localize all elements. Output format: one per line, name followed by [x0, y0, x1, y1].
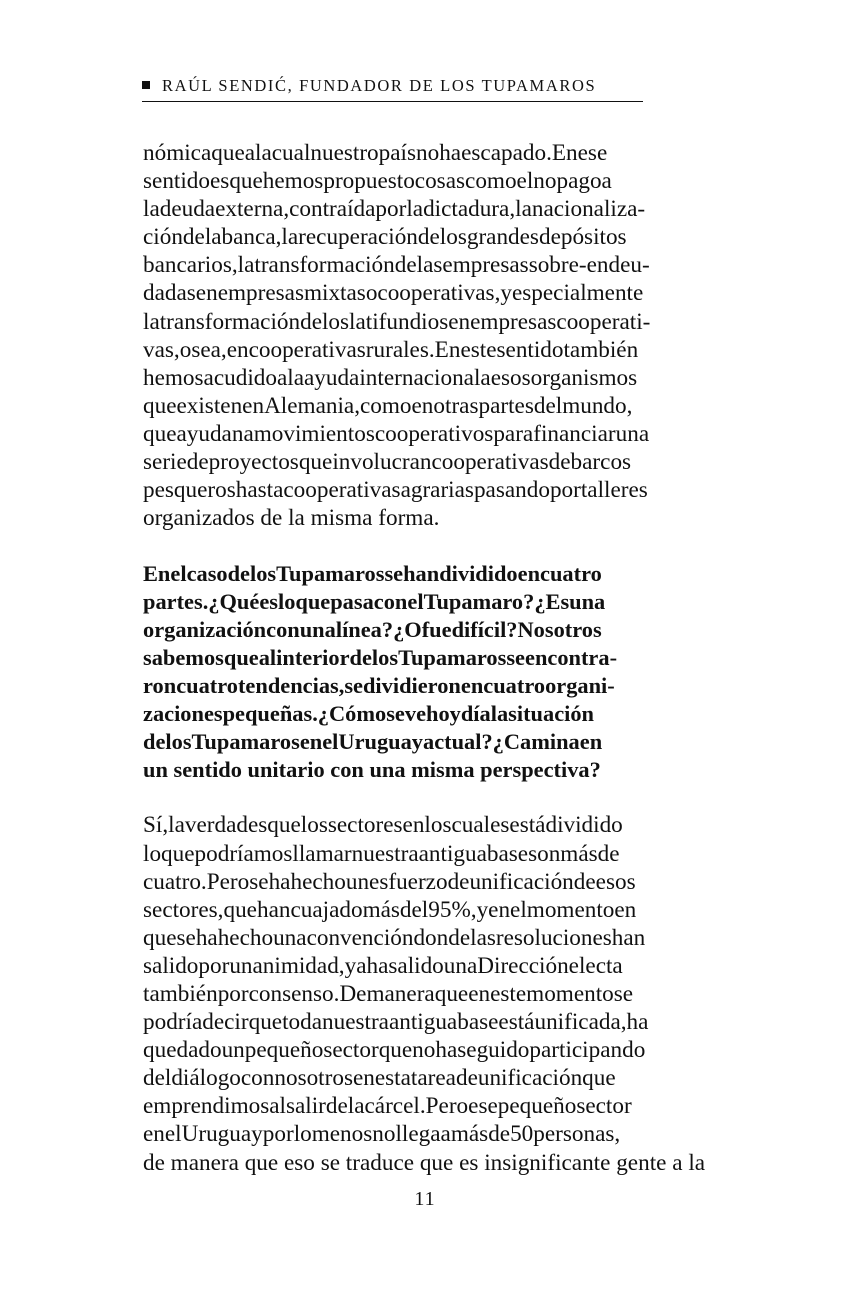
text-line: loquepodríamosllamarnuestraantiguabasesonmásde	[143, 840, 620, 867]
text-line: quesehahechounaconvencióndondelasresolucioneshan	[143, 924, 646, 951]
running-title: RAÚL SENDIĆ, FUNDADOR DE LOS TUPAMAROS	[162, 76, 597, 95]
text-line: Sí,laverdadesquelossectoresenloscualesestádividido	[143, 812, 623, 839]
text-line: sabemosquealinteriordelosTupamarosseencontra-	[143, 644, 618, 670]
text-line: ladeudaexterna,contraídaporladictadura,lanacionaliza-	[143, 196, 646, 223]
text-line: enelUruguayporlomenosnollegaamásde50personas,	[143, 1121, 621, 1148]
text-line: bancarios,latransformacióndelasempresassobre-endeu-	[143, 252, 650, 279]
text-line: pesqueroshastacooperativasagrariaspasandoportalleres	[143, 477, 648, 504]
text-line: un sentido unitario con una misma perspectiva?	[143, 756, 601, 782]
text-line: deldiálogoconnosotrosenestatareadeunificaciónque	[143, 1065, 616, 1092]
text-line: quedadounpequeñosectorquenohaseguidoparticipando	[143, 1037, 646, 1064]
square-bullet-icon	[142, 81, 150, 89]
text-line: cióndelabanca,larecuperacióndelosgrandesdepósitos	[143, 224, 627, 251]
interview-answer	[143, 811, 737, 1176]
text-line: hemosacudidoalaayudainternacionalaesosorganismos	[143, 364, 638, 391]
text-line: roncuatrotendencias,sedividieronencuatroorgani-	[143, 672, 615, 698]
text-line: salidoporunanimidad,yahasalidounaDirecciónelecta	[143, 952, 623, 979]
text-line: tambiénporconsenso.Demaneraqueenestemomentose	[143, 981, 634, 1007]
text-line: nómicaquealacualnuestropaísnohaescapado.Enese	[143, 140, 608, 166]
text-line: latransformacióndeloslatifundiosenempresascooperati-	[143, 308, 651, 335]
text-line: queayudanamovimientoscooperativosparafinanciaruna	[143, 420, 650, 447]
page-body	[143, 139, 737, 1177]
text-line: partes.¿QuéesloquepasaconelTupamaro?¿Esuna	[143, 589, 606, 615]
text-line: zacionespequeñas.¿Cómosevehoydíalasituación	[143, 700, 595, 726]
text-line: cuatro.Perosehahechounesfuerzodeunificacióndeesos	[143, 868, 636, 895]
text-line: de manera que eso se traduce que es insignificante gente a la	[143, 1149, 706, 1176]
text-line: sentidoesquehemospropuestocosascomoelnopagoa	[143, 168, 612, 195]
interview-question	[143, 560, 737, 783]
text-line: podríadecirquetodanuestraantiguabaseestáunificada,ha	[143, 1009, 649, 1036]
page-number: 11	[414, 1188, 436, 1210]
text-line: organizados de la misma forma.	[143, 505, 440, 532]
text-line: emprendimosalsalirdelacárcel.Peroesepequeñosector	[143, 1093, 632, 1120]
running-header	[142, 76, 643, 102]
body-paragraph-intro	[143, 139, 737, 532]
text-line: seriedeproyectosqueinvolucrancooperativasdebarcos	[143, 449, 632, 476]
text-line: vas,osea,encooperativasrurales.Enestesentidotambién	[143, 336, 639, 363]
text-line: queexistenenAlemania,comoenotraspartesdelmundo,	[143, 392, 633, 419]
text-line: delosTupamarosenelUruguayactual?¿Caminaen	[143, 728, 603, 754]
text-line: sectores,quehancuajadomásdel95%,yenelmomentoen	[143, 896, 637, 923]
text-line: dadasenempresasmixtasocooperativas,yespecialmente	[143, 280, 644, 307]
text-line: EnelcasodelosTupamarossehandivididoencuatro	[143, 561, 602, 587]
text-line: organizaciónconunalínea?¿Ofuedifícil?Nosotros	[143, 617, 602, 643]
